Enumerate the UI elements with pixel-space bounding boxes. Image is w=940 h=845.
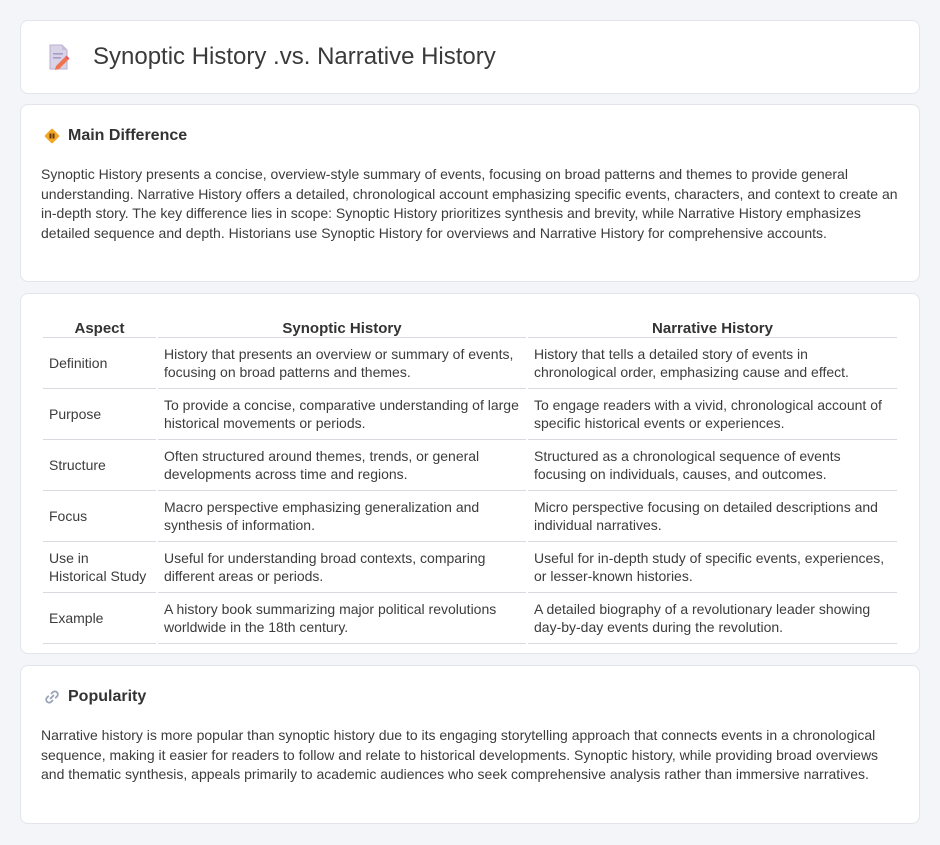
aspect-cell: Focus <box>43 491 156 542</box>
page-title: Synoptic History .vs. Narrative History <box>93 43 496 70</box>
synoptic-cell: Useful for understanding broad contexts, comparing different areas or periods. <box>158 542 526 593</box>
aspect-cell: Definition <box>43 338 156 389</box>
table-row <box>43 389 897 440</box>
header-narrative: Narrative History <box>528 316 897 338</box>
table-row <box>43 593 897 644</box>
narrative-cell: To engage readers with a vivid, chronological account of specific historical events or experiences. <box>528 389 897 440</box>
synoptic-cell: History that presents an overview or summary of events, focusing on broad patterns and themes. <box>158 338 526 389</box>
table-row <box>43 542 897 593</box>
narrative-cell: History that tells a detailed story of events in chronological order, emphasizing cause and effect. <box>528 338 897 389</box>
synoptic-cell: To provide a concise, comparative understanding of large historical movements or periods. <box>158 389 526 440</box>
main-difference-text: Synoptic History presents a concise, overview-style summary of events, focusing on broad patterns and themes to provide general understanding. Narrative History offers a detailed, chronological account emphasizing specific events, characters, and context to create an in-depth story. The key difference lies in scope: Synoptic History prioritizes synthesis and brevity, while Narrative History emphasizes detailed sequence and depth. Historians use Synoptic History for overviews and Narrative History for comprehensive accounts. <box>41 166 898 241</box>
aspect-cell: Purpose <box>43 389 156 440</box>
title-card <box>20 20 920 94</box>
table-row <box>43 491 897 542</box>
synoptic-cell: Macro perspective emphasizing generalization and synthesis of information. <box>158 491 526 542</box>
diamond-sign-icon <box>43 127 61 145</box>
aspect-cell: Use in Historical Study <box>43 542 156 593</box>
popularity-title: Popularity <box>68 688 147 705</box>
header-synoptic: Synoptic History <box>158 316 526 338</box>
popularity-card <box>20 665 920 824</box>
narrative-cell: Structured as a chronological sequence of events focusing on individuals, causes, and outcomes. <box>528 440 897 491</box>
narrative-cell: Micro perspective focusing on detailed descriptions and individual narratives. <box>528 491 897 542</box>
comparison-table <box>41 316 899 644</box>
narrative-cell: Useful for in-depth study of specific events, experiences, or lesser-known histories. <box>528 542 897 593</box>
link-icon <box>43 688 61 706</box>
table-header-row <box>43 316 897 338</box>
header-aspect: Aspect <box>43 316 156 338</box>
document-pencil-icon <box>47 43 71 71</box>
main-difference-card <box>20 104 920 282</box>
synoptic-cell: Often structured around themes, trends, or general developments across time and regions. <box>158 440 526 491</box>
synoptic-cell: A history book summarizing major political revolutions worldwide in the 18th century. <box>158 593 526 644</box>
table-row <box>43 338 897 389</box>
table-row <box>43 440 897 491</box>
aspect-cell: Example <box>43 593 156 644</box>
aspect-cell: Structure <box>43 440 156 491</box>
narrative-cell: A detailed biography of a revolutionary leader showing day-by-day events during the revolution. <box>528 593 897 644</box>
main-difference-title: Main Difference <box>68 127 188 144</box>
comparison-card <box>20 293 920 654</box>
popularity-text: Narrative history is more popular than synoptic history due to its engaging storytelling approach that connects events in a chronological sequence, making it easier for readers to follow and relate to historical developments. Synoptic history, while providing broad overviews and thematic synthesis, appeals primarily to academic audiences who seek comprehensive analysis rather than immersive narratives. <box>41 727 879 782</box>
